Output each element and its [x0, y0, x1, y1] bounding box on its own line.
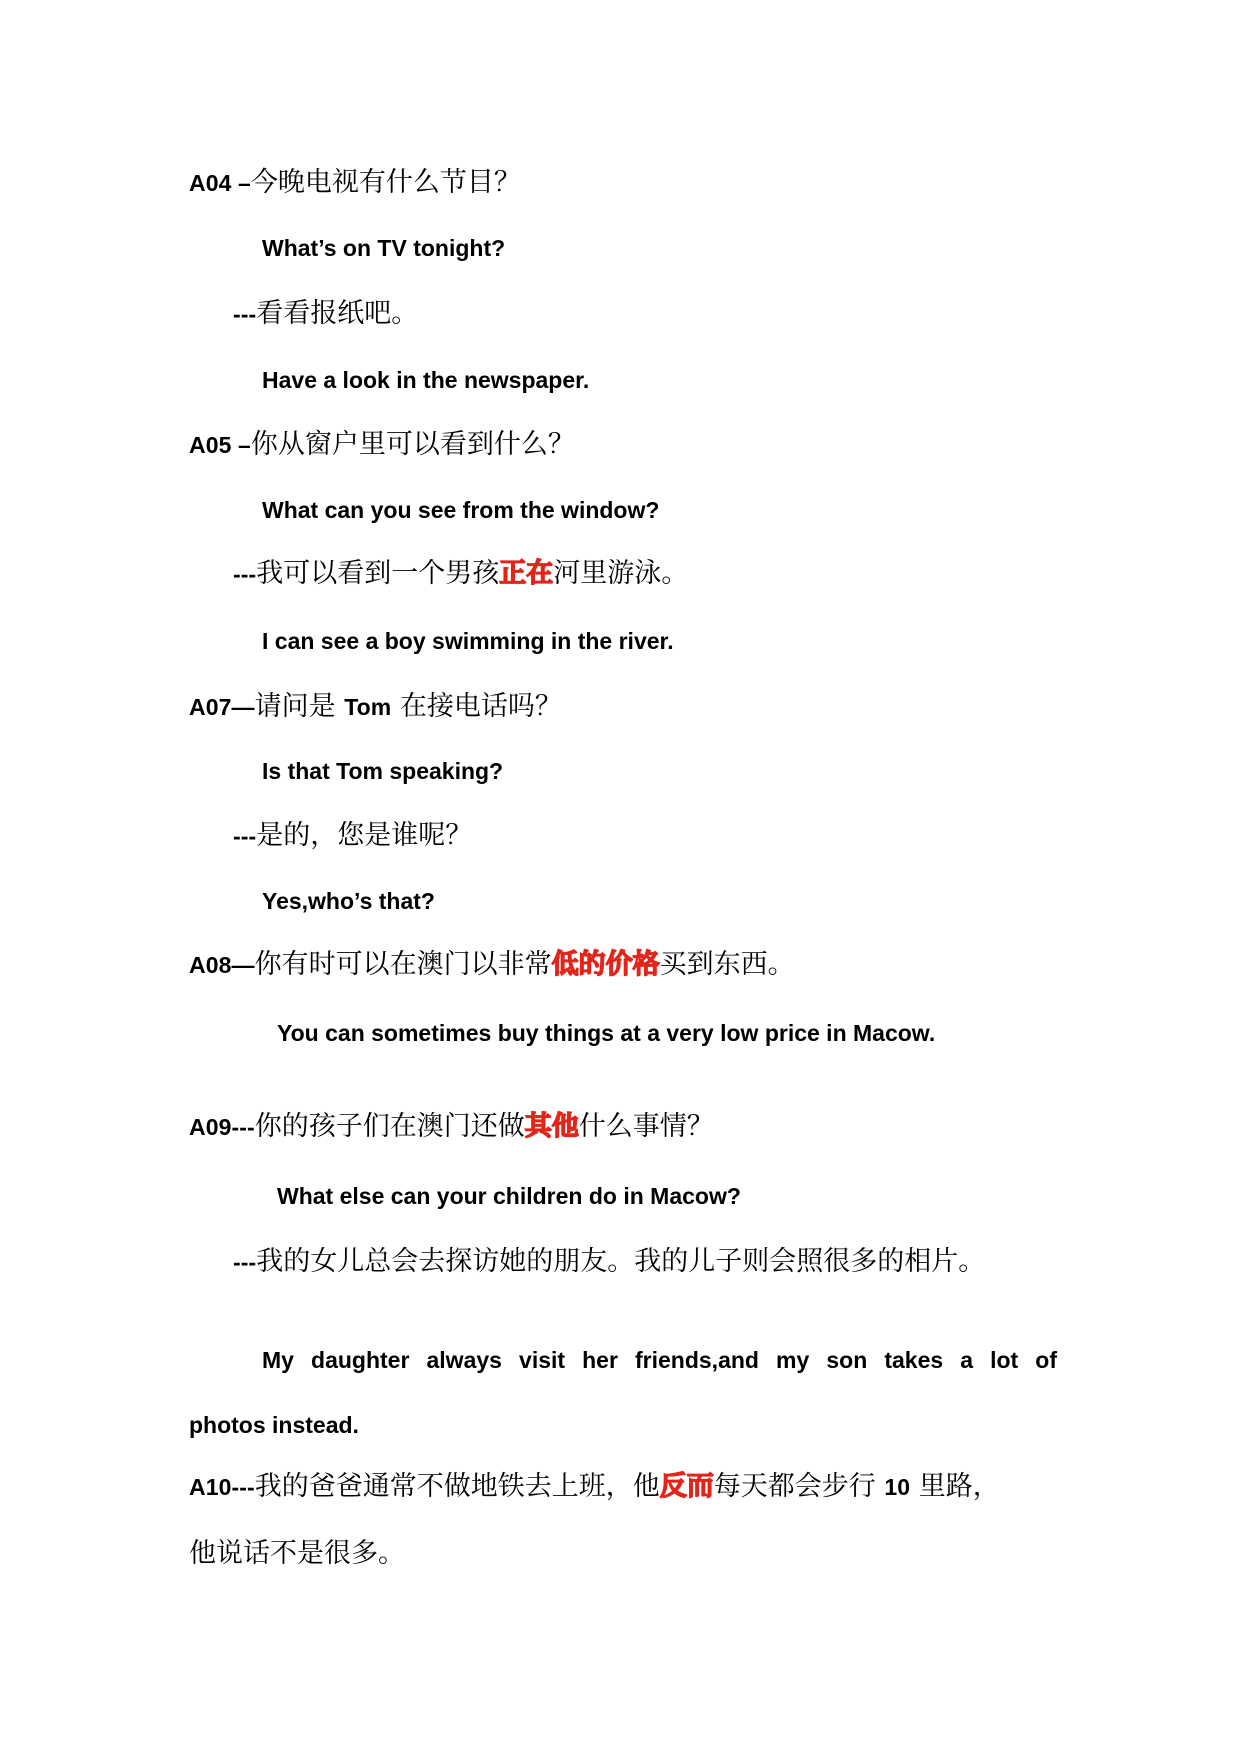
a04-question-zh: 今晚电视有什么节目？ [250, 167, 521, 198]
a09-question-zh-part1: 你的孩子们在澳门还做 [254, 1111, 525, 1142]
a10-sentence-zh-part1: 我的爸爸通常不做地铁去上班，他 [254, 1471, 660, 1502]
a05-answer-zh-part2: 河里游泳。 [553, 558, 689, 589]
a05-question-zh: 你从窗户里可以看到什么？ [250, 429, 575, 460]
a05-answer-prefix: --- [233, 561, 257, 587]
a07-answer-en: Yes,who’s that? [262, 888, 435, 914]
a07-answer-line [233, 818, 472, 854]
a05-label: A05 – [189, 432, 251, 458]
a04-question-line [189, 165, 521, 201]
a07-label: A07— [189, 694, 255, 720]
a05-question-line [189, 427, 575, 463]
a09-label: A09--- [189, 1114, 255, 1140]
a04-question-en: What’s on TV tonight? [262, 235, 506, 261]
a05-question-en: What can you see from the window? [262, 497, 660, 523]
a10-highlight-word: 反而 [659, 1471, 714, 1502]
a07-answer-prefix: --- [233, 823, 257, 849]
a09-answer-prefix: --- [233, 1249, 257, 1275]
a04-label: A04 – [189, 170, 251, 196]
a09-question-zh-part2: 什么事情？ [578, 1111, 714, 1142]
a10-sentence-zh-part3: 里路， [910, 1471, 1000, 1502]
a05-highlight-word: 正在 [499, 558, 554, 589]
a08-sentence-zh-part1: 你有时可以在澳门以非常 [254, 949, 552, 980]
a07-question-line [189, 689, 562, 725]
a10-sentence-zh-line2: 他说话不是很多。 [189, 1538, 405, 1569]
a07-question-en: Is that Tom speaking? [262, 758, 504, 784]
a09-answer-en-line1: My daughter always visit her friends,and my son takes a lot of [262, 1347, 1057, 1373]
a08-label: A08— [189, 952, 255, 978]
a05-answer-en: I can see a boy swimming in the river. [262, 628, 674, 654]
a08-sentence-zh-part2: 买到东西。 [659, 949, 795, 980]
a07-question-zh-part2: 在接电话吗？ [391, 691, 562, 722]
a04-answer-line [233, 296, 418, 332]
a04-answer-prefix: --- [233, 301, 257, 327]
a07-question-name: Tom [344, 694, 392, 720]
a07-question-zh-part1: 请问是 [254, 691, 345, 722]
a09-highlight-word: 其他 [524, 1111, 579, 1142]
a10-sentence-line [189, 1469, 1000, 1505]
a09-answer-zh: 我的女儿总会去探访她的朋友。我的儿子则会照很多的相片。 [256, 1246, 986, 1277]
a05-answer-line [233, 556, 688, 592]
a10-label: A10--- [189, 1474, 255, 1500]
a09-question-en: What else can your children do in Macow? [277, 1183, 741, 1209]
a04-answer-zh: 看看报纸吧。 [256, 298, 419, 329]
a08-sentence-line [189, 947, 795, 983]
a09-answer-en-line2: photos instead. [189, 1412, 359, 1438]
a10-sentence-zh-part2: 每天都会步行 [713, 1471, 885, 1502]
a07-answer-zh: 是的，您是谁呢？ [256, 820, 473, 851]
a05-answer-zh-part1: 我可以看到一个男孩 [256, 558, 500, 589]
a09-question-line [189, 1109, 714, 1145]
a09-answer-line [233, 1244, 985, 1280]
a08-highlight-word: 低的价格 [551, 949, 660, 980]
a10-sentence-number: 10 [884, 1474, 911, 1500]
a04-answer-en: Have a look in the newspaper. [262, 367, 590, 393]
a08-sentence-en: You can sometimes buy things at a very low price in Macow. [277, 1020, 936, 1046]
